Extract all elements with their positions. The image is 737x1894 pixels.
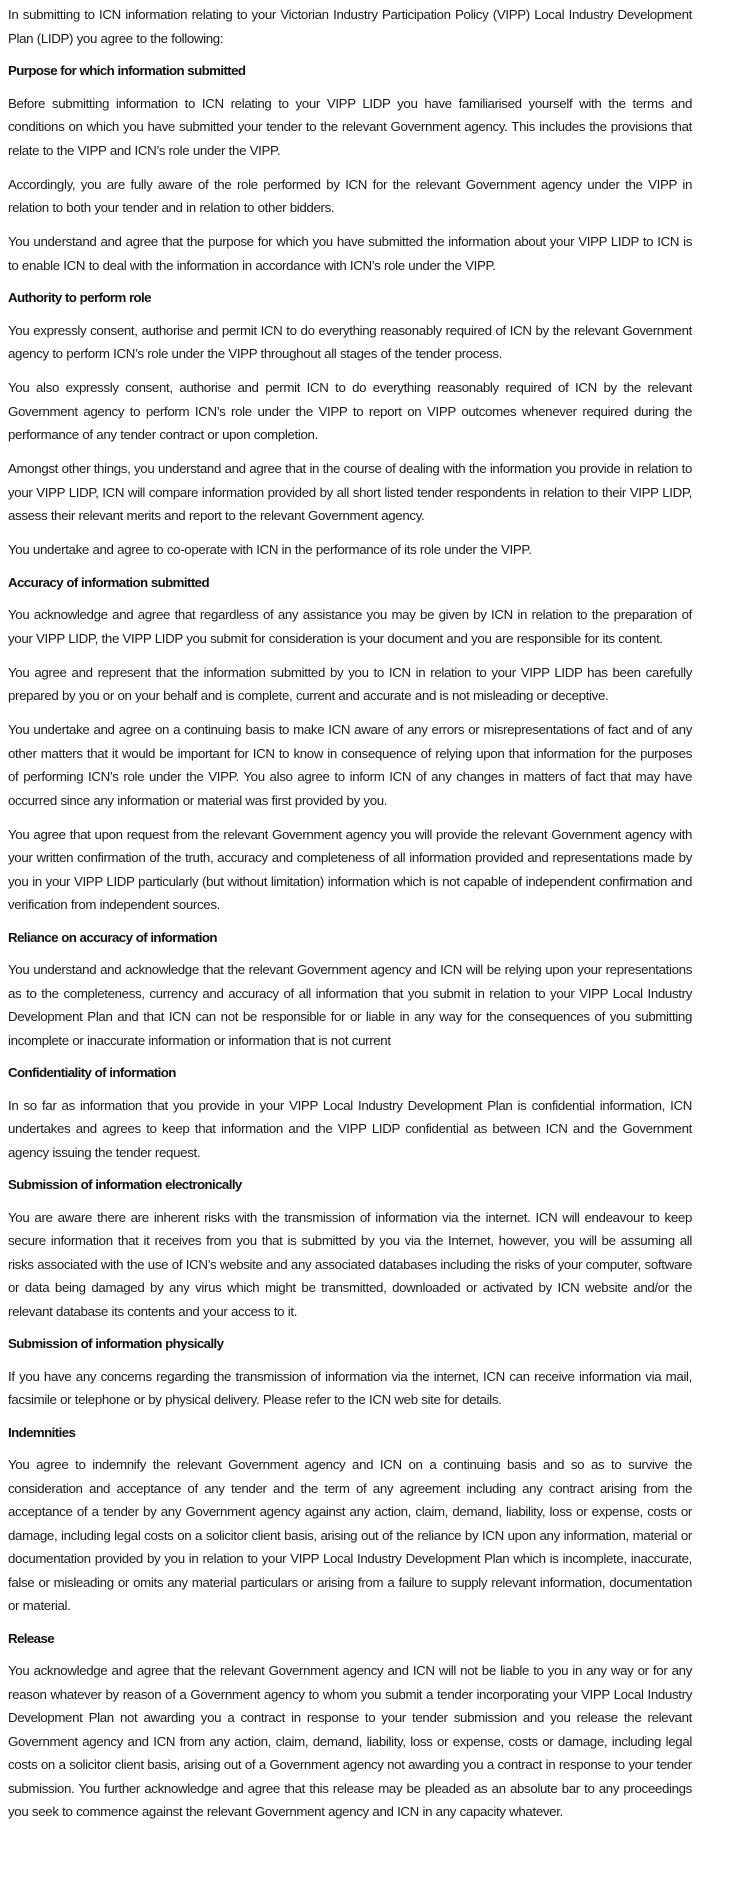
section-heading: Reliance on accuracy of information bbox=[8, 929, 217, 945]
paragraph: You understand and agree that the purpose for which you have submitted the information about your VIPP LIDP to ICN is to enable ICN to deal with the information in accordance with ICN’s role under the VIPP. bbox=[8, 234, 692, 273]
paragraph: Accordingly, you are fully aware of the role performed by ICN for the relevant Government agency under the VIPP in relation to both your tender and in relation to other bidders. bbox=[8, 176, 692, 215]
section-accuracy bbox=[8, 571, 692, 917]
section-heading: Authority to perform role bbox=[8, 290, 151, 305]
section-electronic-submission bbox=[8, 1173, 692, 1323]
section-authority bbox=[8, 286, 692, 562]
section-physical-submission bbox=[8, 1332, 692, 1412]
paragraph: You agree and represent that the information submitted by you to ICN in relation to your VIPP LIDP has been carefully prepared by you or on your behalf and is complete, current and accurate and is not misleading or deceptive. bbox=[8, 664, 692, 703]
paragraph: Before submitting information to ICN relating to your VIPP LIDP you have familiarised yourself with the terms and conditions on which you have submitted your tender to the relevant Government agency. This includes the provisions that relate to the VIPP and ICN’s role under the VIPP. bbox=[8, 95, 692, 158]
section-release bbox=[8, 1627, 692, 1824]
section-heading: Release bbox=[8, 1630, 55, 1646]
paragraph: If you have any concerns regarding the transmission of information via the internet, ICN can receive information via mail, facsimile or telephone or by physical delivery. Please refer to the ICN web site for details. bbox=[8, 1368, 692, 1407]
paragraph: You agree to indemnify the relevant Government agency and ICN on a continuing basis and so as to survive the consideration and acceptance of any tender and the term of any agreement including any contract arising from the acceptance of a tender by any Government agency against any action, claim, demand, liability, loss or expense, costs or damage, including legal costs on a solicitor client basis, arising out of the reliance by ICN upon any information, material or documentation provided by you in relation to your VIPP Local Industry Development Plan which is incomplete, inaccurate, false or misleading or omits any material particulars or arising from a failure to supply relevant information, documentation or material. bbox=[8, 1457, 692, 1613]
section-confidentiality bbox=[8, 1061, 692, 1164]
section-heading: Indemnities bbox=[8, 1424, 76, 1440]
section-heading: Submission of information electronically bbox=[8, 1177, 242, 1192]
paragraph: You also expressly consent, authorise and permit ICN to do everything reasonably required of ICN by the relevant Government agency to perform ICN’s role under the VIPP to report on VIPP outcomes whenever required during the performance of any tender contract or upon completion. bbox=[8, 380, 692, 442]
section-purpose bbox=[8, 59, 692, 277]
paragraph: You acknowledge and agree that the relevant Government agency and ICN will not be liable to you in any way or for any reason whatever by reason of a Government agency to whom you submit a tender incorporating your VIPP Local Industry Development Plan not awarding you a contract in response to your tender submission and you release the relevant Government agency and ICN from any action, claim, demand, liability, loss or expense, costs or damage, including legal costs on a solicitor client basis, arising out of a Government agency not awarding you a contract in response to your tender submission. You further acknowledge and agree that this release may be pleaded as an absolute bar to any proceedings you seek to commence against the relevant Government agency and ICN in any capacity whatever. bbox=[8, 1663, 692, 1819]
intro-paragraph: In submitting to ICN information relating to your Victorian Industry Participation Policy (VIPP) Local Industry Development Plan (LIDP) you agree to the following: bbox=[8, 7, 692, 46]
paragraph: You acknowledge and agree that regardless of any assistance you may be given by ICN in relation to the preparation of your VIPP LIDP, the VIPP LIDP you submit for consideration is your document and you are responsible for its content. bbox=[8, 607, 692, 646]
paragraph: You agree that upon request from the relevant Government agency you will provide the relevant Government agency with your written confirmation of the truth, accuracy and completeness of all information provided and representations made by you in your VIPP LIDP particularly (but without limitation) information which is not capable of independent confirmation and verification from independent sources. bbox=[8, 826, 692, 912]
paragraph: You undertake and agree on a continuing basis to make ICN aware of any errors or misrepresentations of fact and of any other matters that it would be important for ICN to know in consequence of relying upon that information for the purposes of performing ICN’s role under the VIPP. You also agree to inform ICN of any changes in matters of fact that may have occurred since any information or material was first provided by you. bbox=[8, 722, 692, 808]
paragraph: You understand and acknowledge that the relevant Government agency and ICN will be relying upon your representations as to the completeness, currency and accuracy of all information that you submit in relation to your VIPP Local Industry Development Plan and that ICN can not be responsible for or liable in any way for the consequences of you submitting incomplete or inaccurate information or information that is not current bbox=[8, 962, 692, 1048]
paragraph: In so far as information that you provide in your VIPP Local Industry Development Plan is confidential information, ICN undertakes and agrees to keep that information and the VIPP LIDP confidential as between ICN and the Government agency issuing the tender request. bbox=[8, 1097, 692, 1160]
paragraph: Amongst other things, you understand and agree that in the course of dealing with the information you provide in relation to your VIPP LIDP, ICN will compare information provided by all short listed tender respondents in relation to their VIPP LIDP, assess their relevant merits and report to the relevant Government agency. bbox=[8, 461, 692, 523]
paragraph: You expressly consent, authorise and permit ICN to do everything reasonably required of ICN by the relevant Government agency to perform ICN’s role under the VIPP throughout all stages of the tender process. bbox=[8, 322, 692, 361]
section-heading: Accuracy of information submitted bbox=[8, 574, 209, 590]
paragraph: You are aware there are inherent risks with the transmission of information via the internet. ICN will endeavour to keep secure information that it receives from you that is submitted by you via the Internet, however, you will be assuming all risks associated with the use of ICN’s website and any associated databases including the risks of your computer, software or data being damaged by any virus which might be transmitted, downloaded or activated by ICN website and/or the relevant database its contents and your access to it. bbox=[8, 1209, 692, 1319]
section-heading: Submission of information physically bbox=[8, 1336, 224, 1351]
paragraph: You undertake and agree to co-operate with ICN in the performance of its role under the VIPP. bbox=[8, 542, 532, 557]
section-heading: Purpose for which information submitted bbox=[8, 63, 246, 78]
section-indemnities bbox=[8, 1421, 692, 1618]
section-heading: Confidentiality of information bbox=[8, 1065, 176, 1080]
section-reliance bbox=[8, 926, 692, 1053]
